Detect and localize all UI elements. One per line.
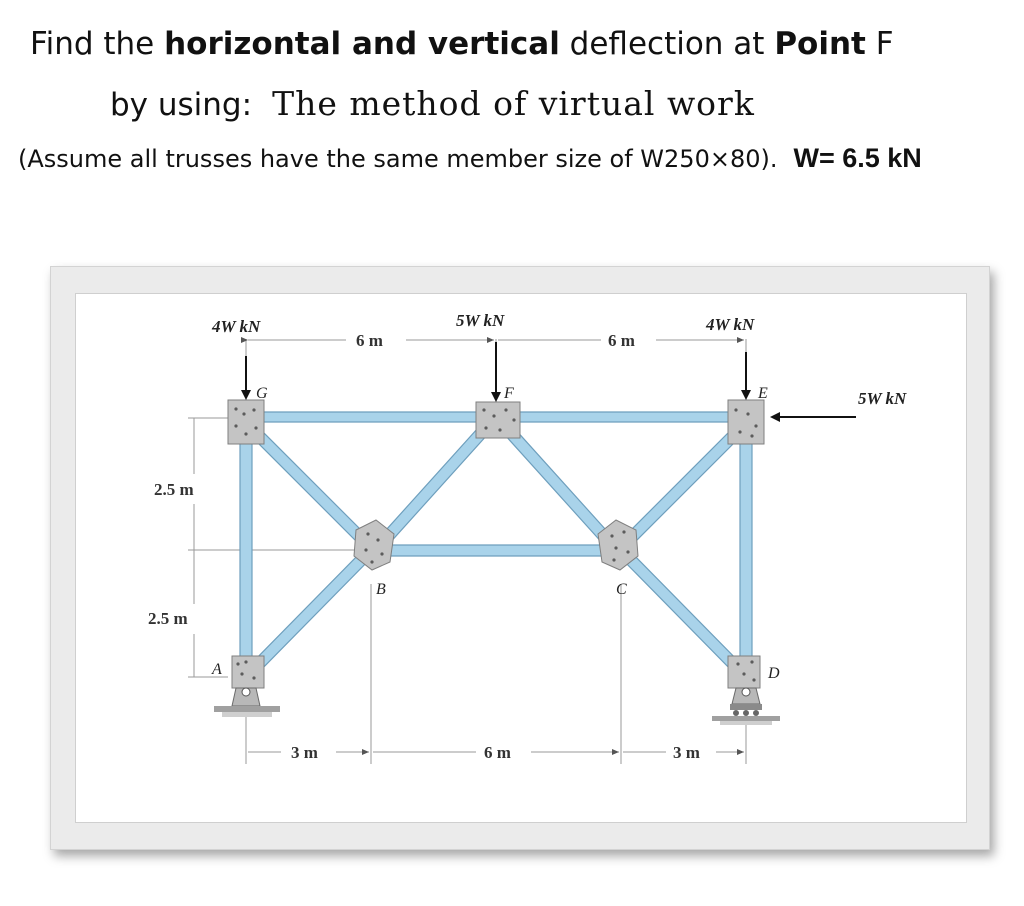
problem-line-1 — [30, 26, 894, 62]
dim-label-bottom-right: 3 m — [673, 743, 700, 762]
problem-line-3 — [18, 143, 922, 174]
member-left-post-ga — [240, 422, 252, 674]
node-label-c: C — [616, 581, 627, 598]
load-label-e-vertical: 4W kN — [706, 315, 755, 334]
method-label: by using: — [110, 87, 253, 123]
line1-prefix: Find the — [30, 26, 165, 62]
node-label-b: B — [376, 581, 386, 598]
gusset-e — [728, 400, 764, 444]
support-a — [214, 688, 280, 717]
load-label-e-horizontal: 5W kN — [858, 389, 907, 408]
dim-label-height-upper: 2.5 m — [154, 480, 194, 499]
load-label-f: 5W kN — [456, 311, 505, 330]
member-right-post-ed — [740, 422, 752, 674]
member-bottom-chord-bc — [371, 545, 621, 556]
node-label-f: F — [504, 385, 514, 402]
problem-line-2 — [110, 84, 755, 123]
w-value: W= 6.5 kN — [793, 143, 922, 173]
dim-label-bottom-middle: 6 m — [484, 743, 511, 762]
dim-label-top-right: 6 m — [608, 331, 635, 350]
diagram-frame — [50, 266, 990, 850]
node-label-g: G — [256, 385, 268, 402]
node-label-e: E — [758, 385, 768, 402]
gusset-a — [232, 656, 264, 688]
line1-bold-phrase: horizontal and vertical — [164, 26, 560, 62]
line1-point-letter: F — [865, 26, 894, 62]
method-name: The method of virtual work — [272, 84, 755, 123]
line1-middle: deflection at — [559, 26, 775, 62]
dim-label-top-left: 6 m — [356, 331, 383, 350]
truss-diagram — [76, 294, 966, 822]
dim-label-bottom-left: 3 m — [291, 743, 318, 762]
dim-label-height-lower: 2.5 m — [148, 609, 188, 628]
assumption-text: (Assume all trusses have the same member size of W250×80). — [18, 145, 778, 173]
truss-members — [240, 412, 752, 679]
node-label-d: D — [768, 665, 780, 682]
support-d — [712, 688, 780, 725]
gusset-g — [228, 400, 264, 444]
diagram-panel — [75, 293, 967, 823]
load-label-g: 4W kN — [212, 317, 261, 336]
node-label-a: A — [212, 661, 222, 678]
line1-point-word: Point — [774, 26, 866, 62]
gusset-d — [728, 656, 760, 688]
gusset-plates — [228, 400, 764, 688]
